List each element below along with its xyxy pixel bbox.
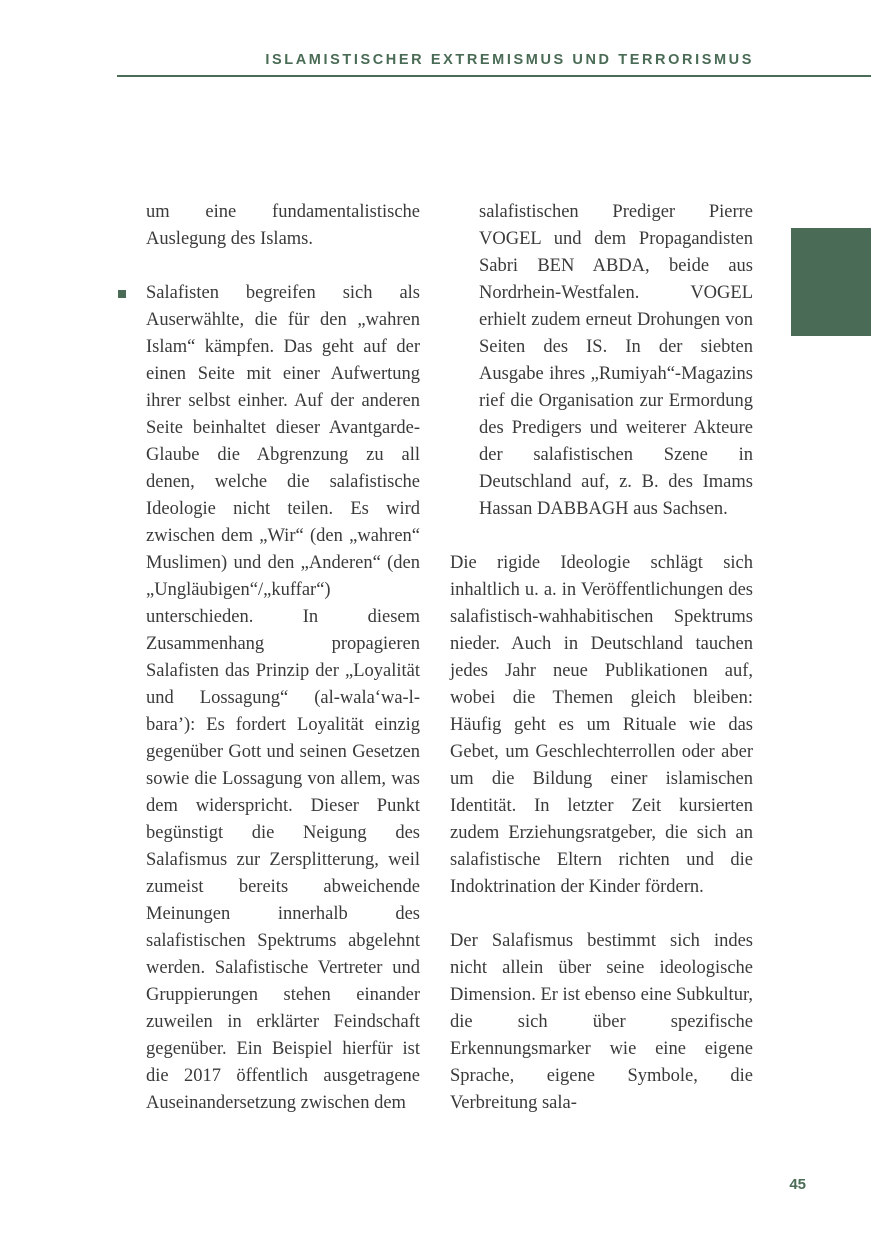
bullet-list-item xyxy=(146,280,420,1117)
bullet-continuation-paragraph: salafistischen Prediger Pierre VOGEL und dem Propagandisten Sabri BEN ABDA, beide aus Nordrhein-Westfalen. VOGEL erhielt zudem erneut Drohungen von Seiten des IS. In der siebten Ausgabe ihres „Rumiyah“-Magazins rief die Organisation zur Ermordung des Predigers und weiterer Akteure der salafistischen Szene in Deutschland auf, z. B. des Imams Hassan DABBAGH aus Sachsen. xyxy=(479,202,753,519)
running-header-title: ISLAMISTISCHER EXTREMISMUS UND TERRORISMUS xyxy=(265,52,754,68)
left-column xyxy=(146,199,420,1117)
square-bullet-icon xyxy=(118,290,126,298)
chapter-side-tab xyxy=(791,228,871,336)
body-paragraph-subculture: Der Salafismus bestimmt sich indes nicht allein über seine ideologische Dimension. Er ist ebenso eine Subkultur, die sich über spezifische Erkennungsmarker wie eine eigene Sprache, eigene Symbole, die Verbreitung sala- xyxy=(450,931,753,1113)
page-number: 45 xyxy=(789,1176,806,1193)
body-paragraph-ideology: Die rigide Ideologie schlägt sich inhaltlich u. a. in Veröffentlichungen des salafistisch-wahhabitischen Spektrums nieder. Auch in Deutschland tauchen jedes Jahr neue Publikationen auf, wobei die Themen gleich bleiben: Häufig geht es um Rituale wie das Gebet, um Geschlechterrollen oder aber um die Bildung einer islamischen Identität. In letzter Zeit kursierten zudem Erziehungsratgeber, die sich an salafistische Eltern richten und die Indoktrination der Kinder fördern. xyxy=(450,553,753,897)
continued-paragraph: um eine fundamentalistische Auslegung des Islams. xyxy=(146,202,420,249)
right-column xyxy=(450,199,753,1117)
bullet-paragraph: Salafisten begreifen sich als Auserwählte, die für den „wahren Islam“ kämpfen. Das geht auf der einen Seite mit einer Aufwertung ihrer selbst einher. Auf der anderen Seite beinhaltet dieser Avantgarde-Glaube die Abgrenzung zu all denen, welche die salafistische Ideologie nicht teilen. Es wird zwischen dem „Wir“ (den „wahren“ Muslimen) und den „Anderen“ (den „Ungläubigen“/„kuffar“) unterschieden. In diesem Zusammenhang propagieren Salafisten das Prinzip der „Loyalität und Lossagung“ (al-wala‘wa-l-bara’): Es fordert Loyalität einzig gegenüber Gott und seinen Gesetzen sowie die Lossagung von allem, was dem widerspricht. Dieser Punkt begünstigt die Neigung des Salafismus zur Zersplitterung, weil zumeist bereits abweichende Meinungen innerhalb des salafistischen Spektrums abgelehnt werden. Salafistische Vertreter und Gruppierungen stehen einander zuweilen in erklärter Feindschaft gegenüber. Ein Beispiel hierfür ist die 2017 öffentlich ausgetragene Auseinandersetzung zwischen dem xyxy=(146,283,420,1113)
header-divider xyxy=(117,75,871,77)
